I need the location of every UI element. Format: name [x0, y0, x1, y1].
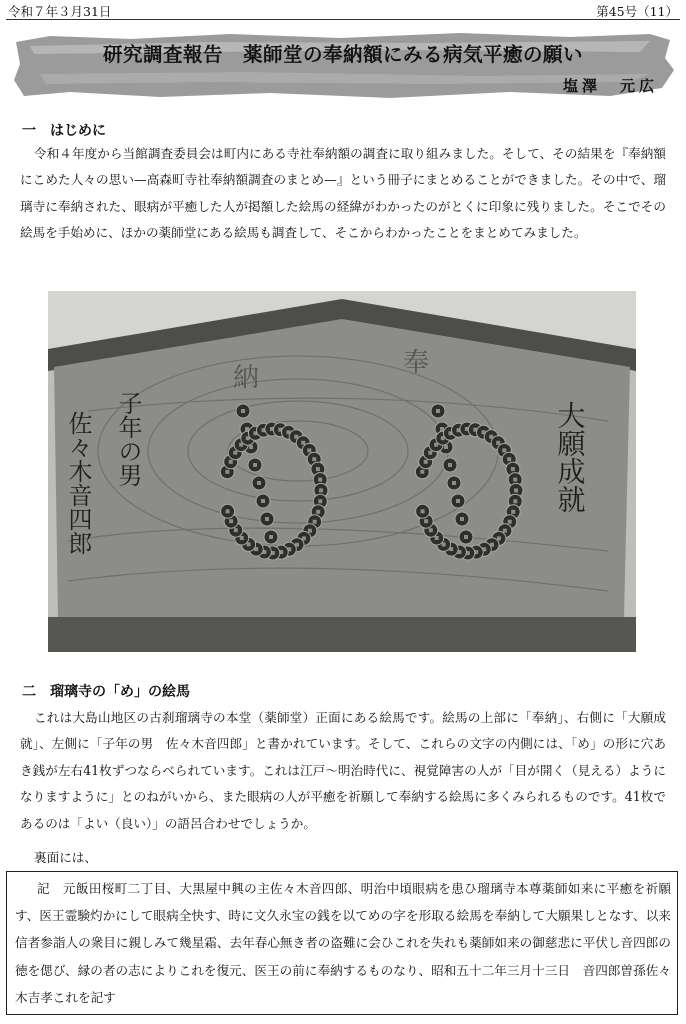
coin-hole: [241, 409, 245, 413]
ema-text-nenotoko: 子年の男: [114, 391, 142, 487]
coin-hole: [513, 478, 517, 482]
ema-text-name: 佐々木音四郎: [64, 411, 92, 555]
coin-hole: [319, 488, 323, 492]
coin-hole: [456, 499, 460, 503]
coin-hole: [435, 536, 439, 540]
coin-hole: [502, 448, 506, 452]
coin-hole: [233, 451, 237, 455]
coin-hole: [257, 481, 261, 485]
issue-date: 令和７年３月31日: [8, 4, 112, 19]
coin-hole: [240, 536, 244, 540]
coin-hole: [234, 528, 238, 532]
coin-hole: [229, 519, 233, 523]
coin-hole: [440, 427, 444, 431]
coin-hole: [424, 460, 428, 464]
header-divider: [6, 19, 680, 20]
title-banner: [10, 30, 676, 102]
coin-hole: [460, 517, 464, 521]
coin-hole: [452, 481, 456, 485]
coin-hole: [312, 457, 316, 461]
inscription-box: [6, 871, 678, 1015]
inscription-text: 記 元飯田桜町二丁目、大黒屋中興の主佐々木音四郎、明治中頃眼病を患ひ瑠璃寺本尊薬師如来に平癒を祈願す、医王霊験灼かにして眼病全快す、時に文久永宝の銭を以てめの字を形取る絵馬を奉納して大願果しとなす、以来信者参詣人の衆目に親しみて幾星霜、去年春心無き者の盗難に会ひこれを失れも薬師如来の御慈悲に平伏し音四郎の徳を偲び、縁の者の志によりこれを復元、医王の前に奉納するものなり、昭和五十二年三月十三日 音四郎曽孫佐々木吉孝これを記す: [15, 881, 671, 1005]
coin-hole: [514, 488, 518, 492]
coin-hole: [496, 441, 500, 445]
ruriji-paragraph: これは大島山地区の古刹瑠璃寺の本堂（薬師堂）正面にある絵馬です。絵馬の上部に「奉納」、右側に「大願成就」、左側に「子年の男 佐々木音四郎」と書かれています。そして、これらの文字の内側には、「め」の形に穴あき銭が左右41枚ずつならべられています。これは江戸～明治時代に、視覚障害の人が「目が開く（見える）ようになりますように」とのねがいから、また眼病の人が平癒を祈願して奉納する絵馬に多くみられるものです。41枚であるのは「よい（良い）」の語呂合わせでしょうか。: [20, 710, 666, 831]
coin-hole: [229, 460, 233, 464]
section-heading-ruriji: 二 瑠璃寺の「め」の絵馬: [22, 684, 190, 700]
coin-hole: [428, 451, 432, 455]
coin-hole: [511, 510, 515, 514]
ema-text-hou: 奉: [403, 348, 430, 378]
coin-hole: [316, 467, 320, 471]
coin-hole: [420, 470, 424, 474]
coin-hole: [307, 448, 311, 452]
coin-hole: [511, 467, 515, 471]
coin-hole: [249, 445, 253, 449]
ema-photo: [48, 291, 636, 652]
intro-paragraph: 令和４年度から当館調査委員会は町内にある寺社奉納額の調査に取り組みました。そして、その結果を『奉納額にこめた人々の思い—高森町寺社奉納額調査のまとめ—』という冊子にまとめることができました。その中で、瑠璃寺に奉納された、眼病が平癒した人が掲額した絵馬の経緯がわかったのがとくに印象に残りました。そこでその絵馬を手始めに、ほかの薬師堂にある絵馬も調査して、そこからわかったことをまとめてみました。: [20, 146, 666, 241]
coin-hole: [421, 509, 425, 513]
coin-hole: [429, 528, 433, 532]
coin-hole: [261, 499, 265, 503]
coin-hole: [503, 529, 507, 533]
ruriji-lead: 裏面には、: [34, 850, 97, 865]
coin-hole: [444, 445, 448, 449]
coin-hole: [318, 478, 322, 482]
coin-hole: [424, 519, 428, 523]
coin-hole: [436, 409, 440, 413]
coin-hole: [508, 520, 512, 524]
coin-hole: [308, 529, 312, 533]
coin-hole: [313, 520, 317, 524]
coin-hole: [253, 463, 257, 467]
coin-hole: [265, 517, 269, 521]
coin-hole: [225, 470, 229, 474]
section-heading-intro: 一 はじめに: [22, 123, 106, 139]
coin-hole: [318, 499, 322, 503]
coin-hole: [269, 535, 273, 539]
article-title: 研究調査報告 薬師堂の奉納額にみる病気平癒の願い: [102, 43, 583, 66]
article-author: 塩澤 元広: [562, 77, 658, 95]
coin-hole: [301, 441, 305, 445]
coin-hole: [316, 510, 320, 514]
coin-hole: [464, 535, 468, 539]
ema-text-nou: 納: [233, 363, 260, 393]
coin-hole: [448, 463, 452, 467]
ema-illustration: [48, 291, 636, 652]
ema-text-taigan: 大願成就: [553, 401, 587, 513]
coin-hole: [226, 509, 230, 513]
coin-hole: [513, 499, 517, 503]
coin-hole: [245, 427, 249, 431]
page-header: [0, 0, 686, 20]
coin-hole: [507, 457, 511, 461]
issue-number: 第45号（11）: [596, 4, 678, 19]
